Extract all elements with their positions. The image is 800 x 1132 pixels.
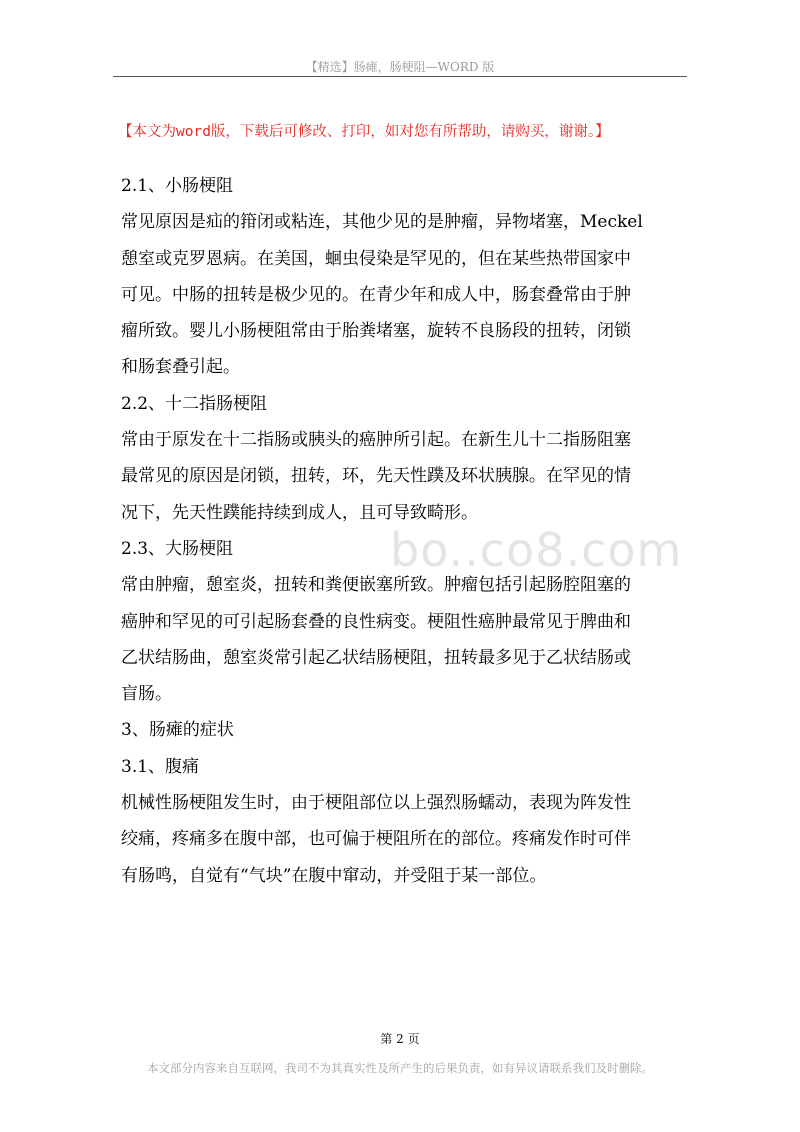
- text-line: 乙状结肠曲，憩室炎常引起乙状结肠梗阻，扭转最多见于乙状结肠或: [121, 647, 631, 668]
- watermark: bo..co8.com: [390, 523, 683, 577]
- section-heading-2-1: 2.1、小肠梗阻: [121, 176, 234, 196]
- text-line: 最常见的原因是闭锁，扭转，环，先天性蹼及环状胰腺。在罕见的情: [121, 466, 631, 487]
- page-header: 【精选】肠瘫，肠梗阻—WORD 版: [305, 60, 495, 74]
- page-number: 第 2 页: [380, 1032, 420, 1046]
- document-body: [121, 168, 696, 894]
- section-heading-2-2: 2.2、十二指肠梗阻: [121, 393, 268, 414]
- text-line: 常见原因是疝的箝闭或粘连，其他少见的是肿瘤，异物堵塞，Meckel: [121, 212, 643, 233]
- text-line: 绞痛，疼痛多在腹中部，也可偏于梗阻所在的部位。疼痛发作时可伴: [121, 829, 631, 850]
- text-line: 和肠套叠引起。: [121, 357, 240, 378]
- page-footer-disclaimer: 本文部分内容来自互联网，我司不为其真实性及所产生的后果负责，如有异议请联系我们及时删除。: [147, 1061, 653, 1075]
- download-notice: 【本文为word版，下载后可修改、打印，如对您有所帮助，请购买，谢谢。】: [118, 124, 610, 140]
- text-line: 机械性肠梗阻发生时，由于梗阻部位以上强烈肠蠕动，表现为阵发性: [121, 793, 631, 814]
- text-line: 瘤所致。婴儿小肠梗阻常由于胎粪堵塞，旋转不良肠段的扭转，闭锁: [121, 321, 631, 342]
- text-line: 常由肿瘤，憩室炎，扭转和粪便嵌塞所致。肿瘤包括引起肠腔阻塞的: [121, 575, 631, 596]
- text-line: 况下，先天性蹼能持续到成人，且可导致畸形。: [121, 502, 478, 523]
- section-heading-3: 3、肠瘫的症状: [121, 720, 234, 741]
- section-heading-2-3: 2.3、大肠梗阻: [121, 538, 234, 559]
- header-divider: [113, 76, 687, 77]
- section-heading-3-1: 3.1、腹痛: [121, 756, 200, 777]
- text-line: 盲肠。: [121, 684, 172, 705]
- text-line: 可见。中肠的扭转是极少见的。在青少年和成人中，肠套叠常由于肿: [121, 284, 631, 305]
- text-line: 癌肿和罕见的可引起肠套叠的良性病变。梗阻性癌肿最常见于脾曲和: [121, 611, 631, 632]
- text-line: 憩室或克罗恩病。在美国，蛔虫侵染是罕见的，但在某些热带国家中: [121, 248, 631, 269]
- text-line: 常由于原发在十二指肠或胰头的癌肿所引起。在新生儿十二指肠阻塞: [121, 430, 631, 451]
- text-line: 有肠鸣，自觉有“气块”在腹中窜动，并受阻于某一部位。: [121, 865, 547, 886]
